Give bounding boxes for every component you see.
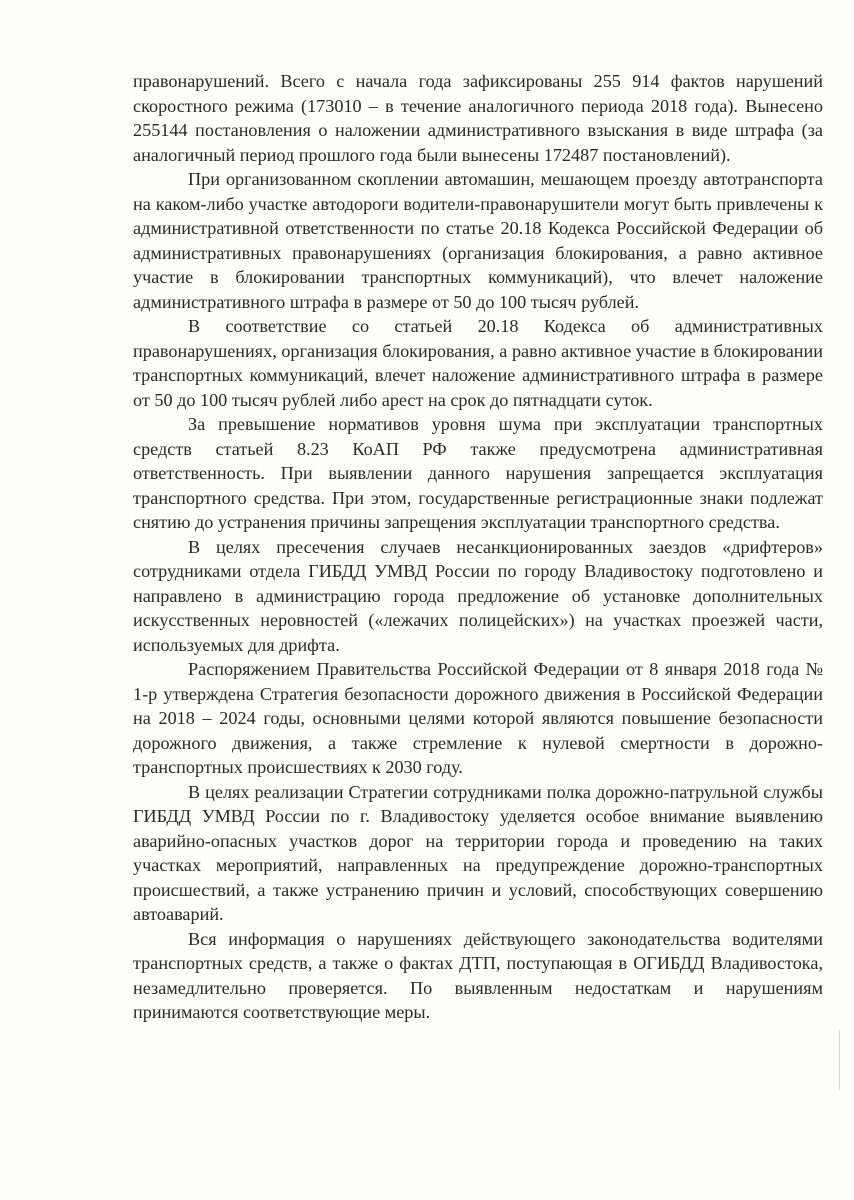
document-body <box>133 69 823 1025</box>
paragraph-road-safety-strategy: Распоряжением Правительства Российской Федерации от 8 января 2018 года № 1-р утверждена Стратегия безопасности дорожного движения в Российской Федерации на 2018 – 2024 годы, основными целями которой являются повышение безопасности дорожного движения, а также стремление к нулевой смертности в дорожно-транспортных происшествиях к 2030 году. <box>133 659 823 777</box>
paragraph-speeding-stats: правонарушений. Всего с начала года зафиксированы 255 914 фактов нарушений скоростного режима (173010 – в течение аналогичного периода 2018 года). Вынесено 255144 постановления о наложении административного взыскания в виде штрафа (за аналогичный период прошлого года были вынесены 172487 постановлений). <box>133 71 823 165</box>
paragraph-strategy-implementation: В целях реализации Стратегии сотрудниками полка дорожно-патрульной службы ГИБДД УМВД России по г. Владивостоку уделяется особое внимание выявлению аварийно-опасных участков дорог на территории города и проведению на таких участках мероприятий, направленных на предупреждение дорожно-транспортных происшествий, а также устранению причин и условий, способствующих совершению автоаварий. <box>133 781 823 924</box>
paragraph-drifters: В целях пресечения случаев несанкционированных заездов «дрифтеров» сотрудниками отдела ГИБДД УМВД России по городу Владивостоку подготовлено и направлено в администрацию города предложение об установке дополнительных искусственных неровностей («лежачих полицейских») на участках проезжей части, используемых для дрифта. <box>133 536 823 655</box>
paragraph-blocking-liability: При организованном скоплении автомашин, мешающем проезду автотранспорта на каком-либо участке автодороги водители-правонарушители могут быть привлечены к административной ответственности по статье 20.18 Кодекса Российской Федерации об административных правонарушениях (организация блокирования, а равно активное участие в блокировании транспортных коммуникаций), что влечет наложение административного штрафа в размере от 50 до 100 тысяч рублей. <box>133 169 823 312</box>
paragraph-article-20-18: В соответствие со статьей 20.18 Кодекса об административных правонарушениях, организация блокирования, а равно активное участие в блокировании транспортных коммуникаций, влечет наложение административного штрафа в размере от 50 до 100 тысяч рублей либо арест на срок до пятнадцати суток. <box>133 316 823 410</box>
scan-edge-mark <box>839 1030 840 1090</box>
paragraph-information-processing: Вся информация о нарушениях действующего законодательства водителями транспортных средств, а также о фактах ДТП, поступающая в ОГИБДД Владивостока, незамедлительно проверяется. По выявленным недостаткам и нарушениям принимаются соответствующие меры. <box>133 928 823 1022</box>
paragraph-noise-violations: За превышение нормативов уровня шума при эксплуатации транспортных средств статьей 8.23 КоАП РФ также предусмотрена административная ответственность. При выявлении данного нарушения запрещается эксплуатация транспортного средства. При этом, государственные регистрационные знаки подлежат снятию до устранения причины запрещения эксплуатации транспортного средства. <box>133 414 823 532</box>
